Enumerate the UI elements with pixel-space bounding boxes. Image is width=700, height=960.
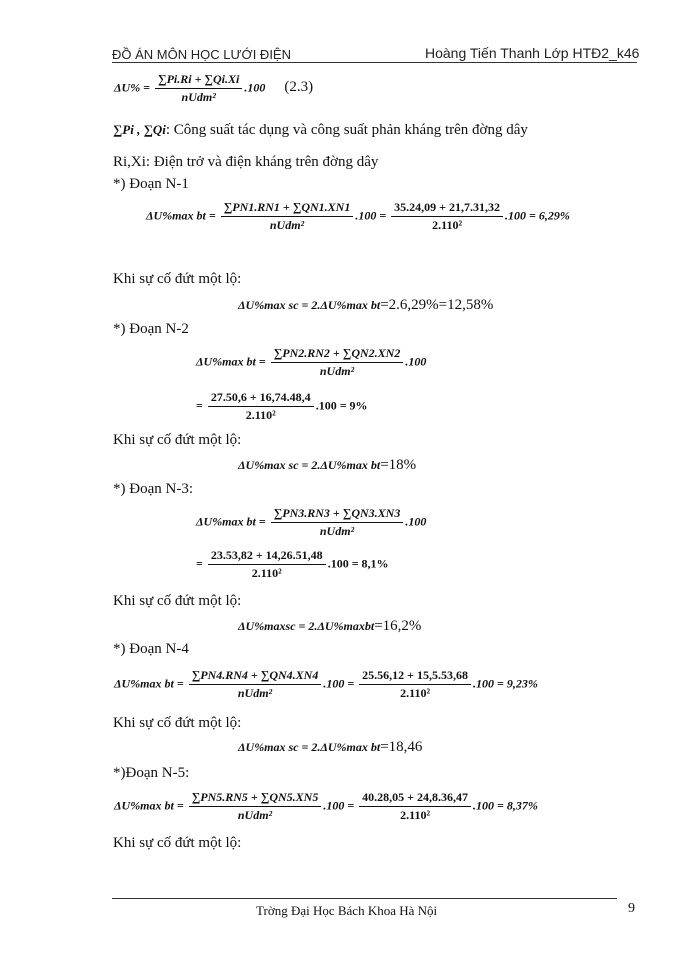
footer-university: Trờng Đại Học Bách Khoa Hà Nội [256,903,438,918]
header-rule [112,62,637,63]
fault-text-n4: Khi sự cố đứt một lộ: [113,715,242,731]
section-title-n4: *) Đoạn N-4 [113,641,189,657]
formula-n3-bt: ΔU%max bt = $\frac{\sum PN3.RN3 + \sum QN3.XN3}{\text{nUdm²}}$ .100 [196,506,427,538]
formula-n5-bt: ΔU%max bt = $\frac{\sum PN5.RN5 + \sum QN5.XN5}{\text{nUdm²}}$ .100 = $\frac{40.28,05 + 24,8.36,47}{\text{2.110²}}$ .100 = 8,37% [114,790,538,822]
footer-rule [112,898,617,899]
fault-text-n3: Khi sự cố đứt một lộ: [113,593,242,609]
section-title-n3: *) Đoạn N-3: [113,481,193,497]
formula-n4-bt: ΔU%max bt = $\frac{\sum PN4.RN4 + \sum QN4.XN4}{\text{nUdm²}}$ .100 = $\frac{25.56,12 + 15,5.53,68}{\text{2.110²}}$ .100 = 9,23% [114,668,538,700]
fault-text-n5: Khi sự cố đứt một lộ: [113,835,242,851]
equation-number: (2.3) [284,79,314,96]
section-title-n5: *)Đoạn N-5: [113,765,190,781]
formula-n1-bt: ΔU%max bt = $\frac{\sum PN1.RN1 + \sum QN1.XN1}{\text{nUdm²}}$ .100 = $\frac{35.24,09 + 21,7.31,32}{\text{2.110²}}$ .100 = 6,29% [146,200,570,232]
fault-text-n1: Khi sự cố đứt một lộ: [113,271,242,287]
formula-n2-bt: ΔU%max bt = $\frac{\sum PN2.RN2 + \sum QN2.XN2}{\text{nUdm²}}$ .100 [196,346,427,378]
fault-text-n2: Khi sự cố đứt một lộ: [113,432,242,448]
header-right: Hoàng Tiến Thanh Lớp HTĐ2_k46 [425,45,640,61]
header-left: ĐỒ ÁN MÔN HỌC LƯỚI ĐIỆN [112,47,291,62]
formula-n2-values: = $\frac{27.50,6 + 16,74.48,4}{\text{2.110²}}$ .100 = 9% [196,390,368,422]
formula-n3-sc: ΔU%maxsc = 2.ΔU%maxbt=16,2% [238,618,422,634]
formula-n1-sc: ΔU%max sc = 2.ΔU%max bt=2.6,29%=12,58% [238,297,494,313]
section-title-n2: *) Đoạn N-2 [113,321,189,337]
formula-n3-values: = $\frac{23.53,82 + 14,26.51,48}{\text{2.110²}}$ .100 = 8,1% [196,548,389,580]
definition-r-x: Ri,Xi: Điện trở và điện kháng trên đờng dây [113,154,379,170]
page-number: 9 [628,901,635,916]
formula-n4-sc: ΔU%max sc = 2.ΔU%max bt=18,46 [238,739,423,755]
formula-2-3: ΔU% = $\frac{\sum Pi.Ri + \sum Qi.Xi}{\text{nUdm²}}$ .100 (2.3) [114,72,314,104]
definition-p-q: ∑Pi , ∑Qi: Công suất tác dụng và công suất phản kháng trên đờng dây [113,122,528,138]
formula-n2-sc: ΔU%max sc = 2.ΔU%max bt=18% [238,457,417,473]
section-title-n1: *) Đoạn N-1 [113,176,189,192]
